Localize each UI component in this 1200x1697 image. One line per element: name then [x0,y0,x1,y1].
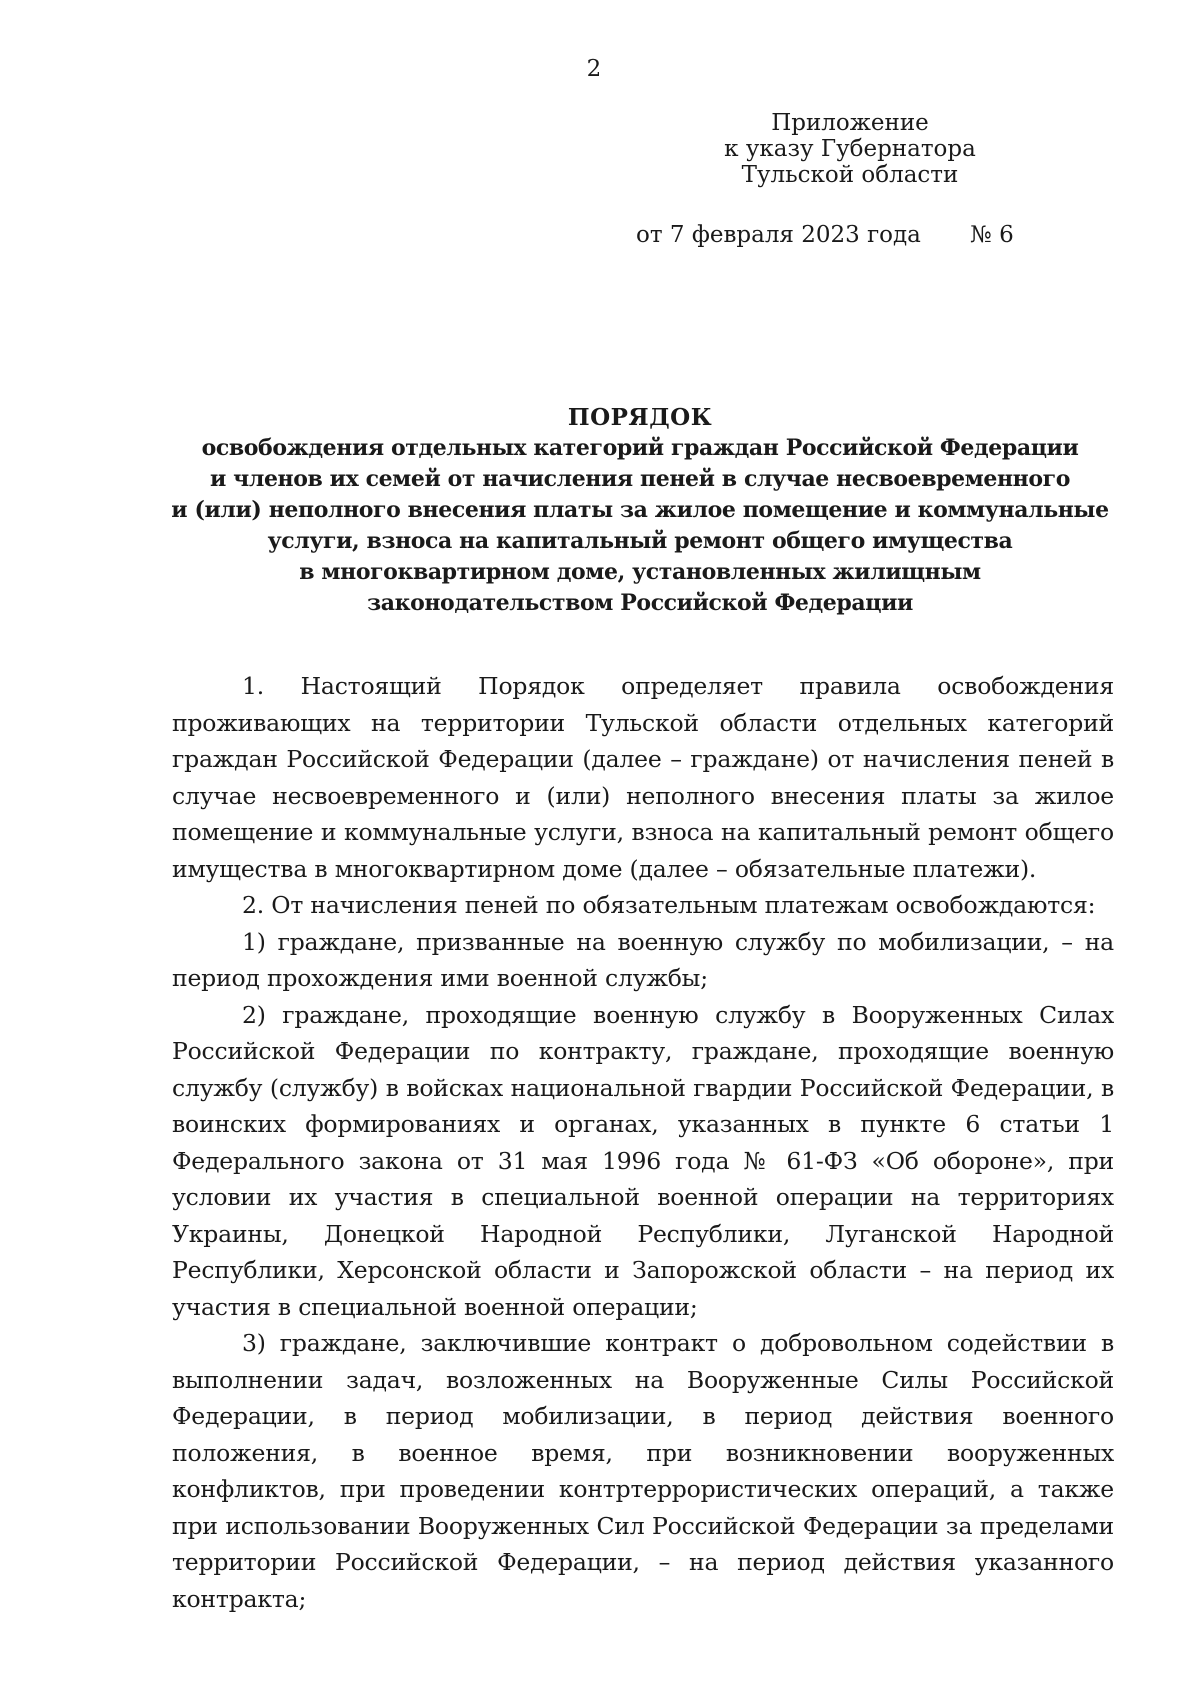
title-line: и (или) неполного внесения платы за жилое помещение и коммунальные [171,497,1109,523]
title-line: законодательством Российской Федерации [367,590,913,616]
page-number: 2 [586,56,602,82]
title-line: и членов их семей от начисления пеней в случае несвоевременного [209,466,1071,492]
title-heading: ПОРЯДОК [567,404,713,431]
paragraph: 3) граждане, заключившие контракт о добровольном содействии в выполнении задач, возложенных на Вооруженные Силы Российской Федерации, в период мобилизации, в период действия военного положения, в военное время, при возникновении вооруженных конфликтов, при проведении контртеррористических операций, а также при использовании Вооруженных Сил Российской Федерации за пределами территории Российской Федерации, – на период действия указанного контракта; [172,1329,1114,1613]
document-date: от 7 февраля 2023 года [636,222,921,248]
paragraph: 1. Настоящий Порядок определяет правила освобождения проживающих на территории Тульской области отдельных категорий граждан Российской Федерации (далее – граждане) от начисления пеней в случае несвоевременного и (или) неполного внесения платы за жилое помещение и коммунальные услуги, взноса на капитальный ремонт общего имущества в многоквартирном доме (далее – обязательные платежи). [172,672,1114,883]
document-title [160,402,1120,619]
appendix-block [720,110,980,188]
document-body [172,668,1114,1617]
title-line: в многоквартирном доме, установленных жилищным [299,559,981,585]
title-line: услуги, взноса на капитальный ремонт общего имущества [267,528,1013,554]
appendix-line: к указу Губернатора [724,136,976,162]
appendix-line: Тульской области [741,162,959,188]
appendix-line: Приложение [771,110,929,136]
paragraph: 1) граждане, призванные на военную службу по мобилизации, – на период прохождения ими военной службы; [172,927,1114,992]
paragraph: 2) граждане, проходящие военную службу в Вооруженных Силах Российской Федерации по контракту, граждане, проходящие военную службу (службу) в войсках национальной гвардии Российской Федерации, в воинских формированиях и органах, указанных в пункте 6 статьи 1 Федерального закона от 31 мая 1996 года № 61-ФЗ «Об обороне», при условии их участия в специальной военной операции на территориях Украины, Донецкой Народной Республики, Луганской Народной Республики, Херсонской области и Запорожской области – на период их участия в специальной военной операции; [172,1000,1114,1321]
paragraph: 2. От начисления пеней по обязательным платежам освобождаются: [242,891,1096,919]
document-number: № 6 [970,222,1014,248]
title-line: освобождения отдельных категорий граждан Российской Федерации [201,435,1079,461]
